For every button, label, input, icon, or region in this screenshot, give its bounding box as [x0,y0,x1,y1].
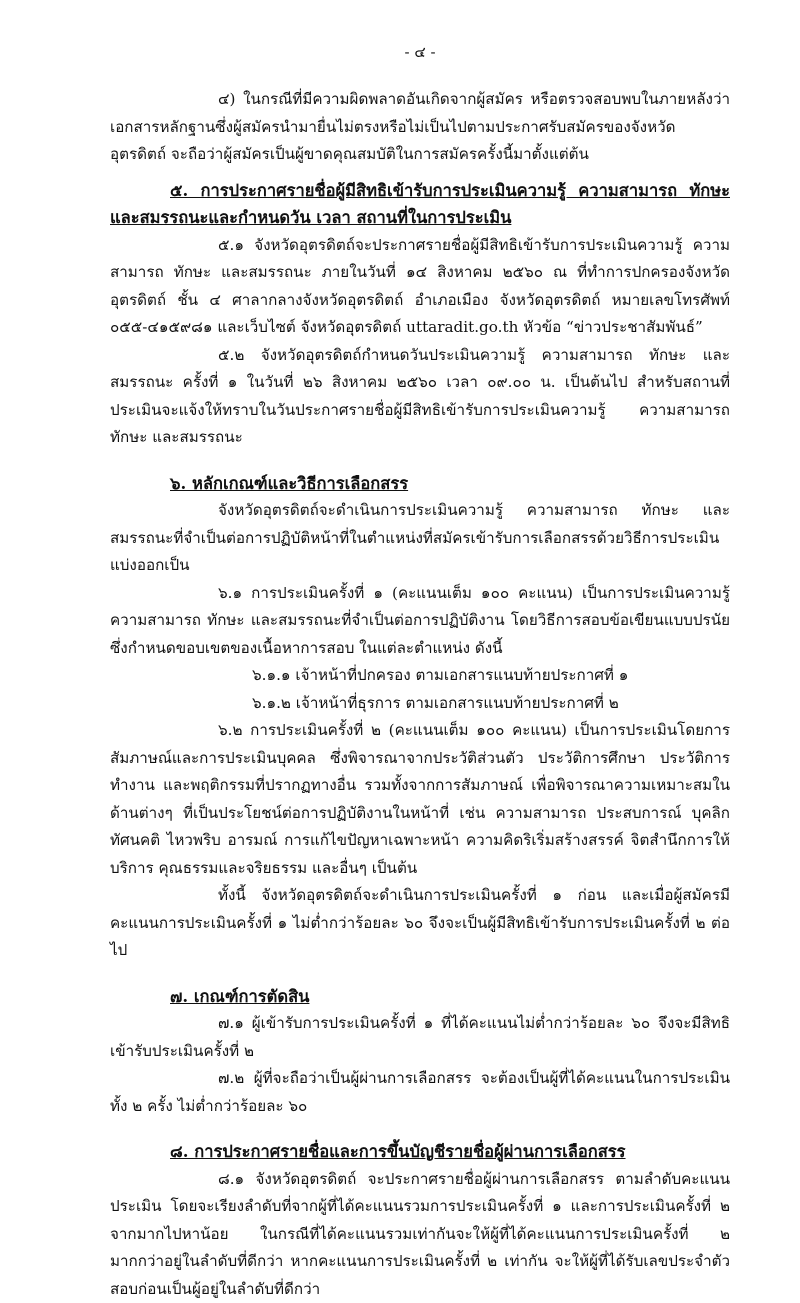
section-6-heading: ๖. หลักเกณฑ์และวิธีการเลือกสรร [110,470,730,498]
section-6-note: ทั้งนี้ จังหวัดอุตรดิตถ์จะดำเนินการประเมินครั้งที่ ๑ ก่อน และเมื่อผู้สมัครมีคะแนนการประเมินครั้งที่ ๑ ไม่ต่ำกว่าร้อยละ ๖๐ จึงจะเป็นผู้มีสิทธิเข้ารับการประเมินครั้งที่ ๒ ต่อไป [110,882,730,965]
section-6-intro: จังหวัดอุตรดิตถ์จะดำเนินการประเมินความรู้ ความสามารถ ทักษะ และสมรรถนะที่จำเป็นต่อการปฏิบัติหน้าที่ในตำแหน่งที่สมัครเข้ารับการเลือกสรรด้วยวิธีการประเมิน แบ่งออกเป็น [110,497,730,580]
section-5-1: ๕.๑ จังหวัดอุตรดิตถ์จะประกาศรายชื่อผู้มีสิทธิเข้ารับการประเมินความรู้ ความสามารถ ทักษะ และสมรรถนะ ภายในวันที่ ๑๔ สิงหาคม ๒๕๖๐ ณ ที่ทำการปกครองจังหวัดอุตรดิตถ์ ชั้น ๔ ศาลากลางจังหวัดอุตรดิตถ์ อำเภอเมือง จังหวัดอุตรดิตถ์ หมายเลขโทรศัพท์ ๐๕๕-๔๑๕๙๘๑ และเว็บไซต์ จังหวัดอุตรดิตถ์ uttaradit.go.th หัวข้อ “ข่าวประชาสัมพันธ์” [110,232,730,342]
section-6-1: ๖.๑ การประเมินครั้งที่ ๑ (คะแนนเต็ม ๑๐๐ คะแนน) เป็นการประเมินความรู้ ความสามารถ ทักษะ และสมรรถนะที่จำเป็นต่อการปฏิบัติงาน โดยวิธีการสอบข้อเขียนแบบปรนัย ซึ่งกำหนดขอบเขตของเนื้อหาการสอบ ในแต่ละตำแหน่ง ดังนี้ [110,580,730,663]
page-number: - ๔ - [110,40,730,64]
section-5-heading: ๕. การประกาศรายชื่อผู้มีสิทธิเข้ารับการประเมินความรู้ ความสามารถ ทักษะ และสมรรถนะและกำหนดวัน เวลา สถานที่ในการประเมิน [110,177,730,232]
section-5-2: ๕.๒ จังหวัดอุตรดิตถ์กำหนดวันประเมินความรู้ ความสามารถ ทักษะ และสมรรถนะ ครั้งที่ ๑ ในวันที่ ๒๖ สิงหาคม ๒๕๖๐ เวลา ๐๙.๐๐ น. เป็นต้นไป สำหรับสถานที่ประเมินจะแจ้งให้ทราบในวันประกาศรายชื่อผู้มีสิทธิเข้ารับการประเมินความรู้ ความสามารถ ทักษะ และสมรรถนะ [110,342,730,452]
section-6-1-1: ๖.๑.๑ เจ้าหน้าที่ปกครอง ตามเอกสารแนบท้ายประกาศที่ ๑ [110,662,730,690]
section-6-1-2: ๖.๑.๒ เจ้าหน้าที่ธุรการ ตามเอกสารแนบท้ายประกาศที่ ๒ [110,690,730,718]
section-7-heading: ๗. เกณฑ์การตัดสิน [110,983,730,1011]
section-7-1: ๗.๑ ผู้เข้ารับการประเมินครั้งที่ ๑ ที่ได้คะแนนไม่ต่ำกว่าร้อยละ ๖๐ จึงจะมีสิทธิเข้ารับประเมินครั้งที่ ๒ [110,1010,730,1065]
section-8-heading: ๘. การประกาศรายชื่อและการขึ้นบัญชีรายชื่อผู้ผ่านการเลือกสรร [110,1138,730,1166]
paragraph-4: ๔) ในกรณีที่มีความผิดพลาดอันเกิดจากผู้สมัคร หรือตรวจสอบพบในภายหลังว่า เอกสารหลักฐานซึ่งผู้สมัครนำมายื่นไม่ตรงหรือไม่เป็นไปตามประกาศรับสมัครของจังหวัดอุตรดิตถ์ จะถือว่าผู้สมัครเป็นผู้ขาดคุณสมบัติในการสมัครครั้งนี้มาตั้งแต่ต้น [110,86,730,169]
section-6-2: ๖.๒ การประเมินครั้งที่ ๒ (คะแนนเต็ม ๑๐๐ คะแนน) เป็นการประเมินโดยการสัมภาษณ์และการประเมินบุคคล ซึ่งพิจารณาจากประวัติส่วนตัว ประวัติการศึกษา ประวัติการทำงาน และพฤติกรรมที่ปรากฏทางอื่น รวมทั้งจากการสัมภาษณ์ เพื่อพิจารณาความเหมาะสมในด้านต่างๆ ที่เป็นประโยชน์ต่อการปฏิบัติงานในหน้าที่ เช่น ความสามารถ ประสบการณ์ บุคลิก ทัศนคติ ไหวพริบ อารมณ์ การแก้ไขปัญหาเฉพาะหน้า ความคิดริเริ่มสร้างสรรค์ จิตสำนึกการให้บริการ คุณธรรมและจริยธรรม และอื่นๆ เป็นต้น [110,717,730,882]
section-8-1: ๘.๑ จังหวัดอุตรดิตถ์ จะประกาศรายชื่อผู้ผ่านการเลือกสรร ตามลำดับคะแนนประเมิน โดยจะเรียงลำดับที่จากผู้ที่ได้คะแนนรวมการประเมินครั้งที่ ๑ และการประเมินครั้งที่ ๒ จากมากไปหาน้อย ในกรณีที่ได้คะแนนรวมเท่ากันจะให้ผู้ที่ได้คะแนนการประเมินครั้งที่ ๒ มากกว่าอยู่ในลำดับที่ดีกว่า หากคะแนนการประเมินครั้งที่ ๒ เท่ากัน จะให้ผู้ที่ได้รับเลขประจำตัวสอบก่อนเป็นผู้อยู่ในลำดับที่ดีกว่า [110,1166,730,1303]
section-7-2: ๗.๒ ผู้ที่จะถือว่าเป็นผู้ผ่านการเลือกสรร จะต้องเป็นผู้ที่ได้คะแนนในการประเมินทั้ง ๒ ครั้ง ไม่ต่ำกว่าร้อยละ ๖๐ [110,1065,730,1120]
